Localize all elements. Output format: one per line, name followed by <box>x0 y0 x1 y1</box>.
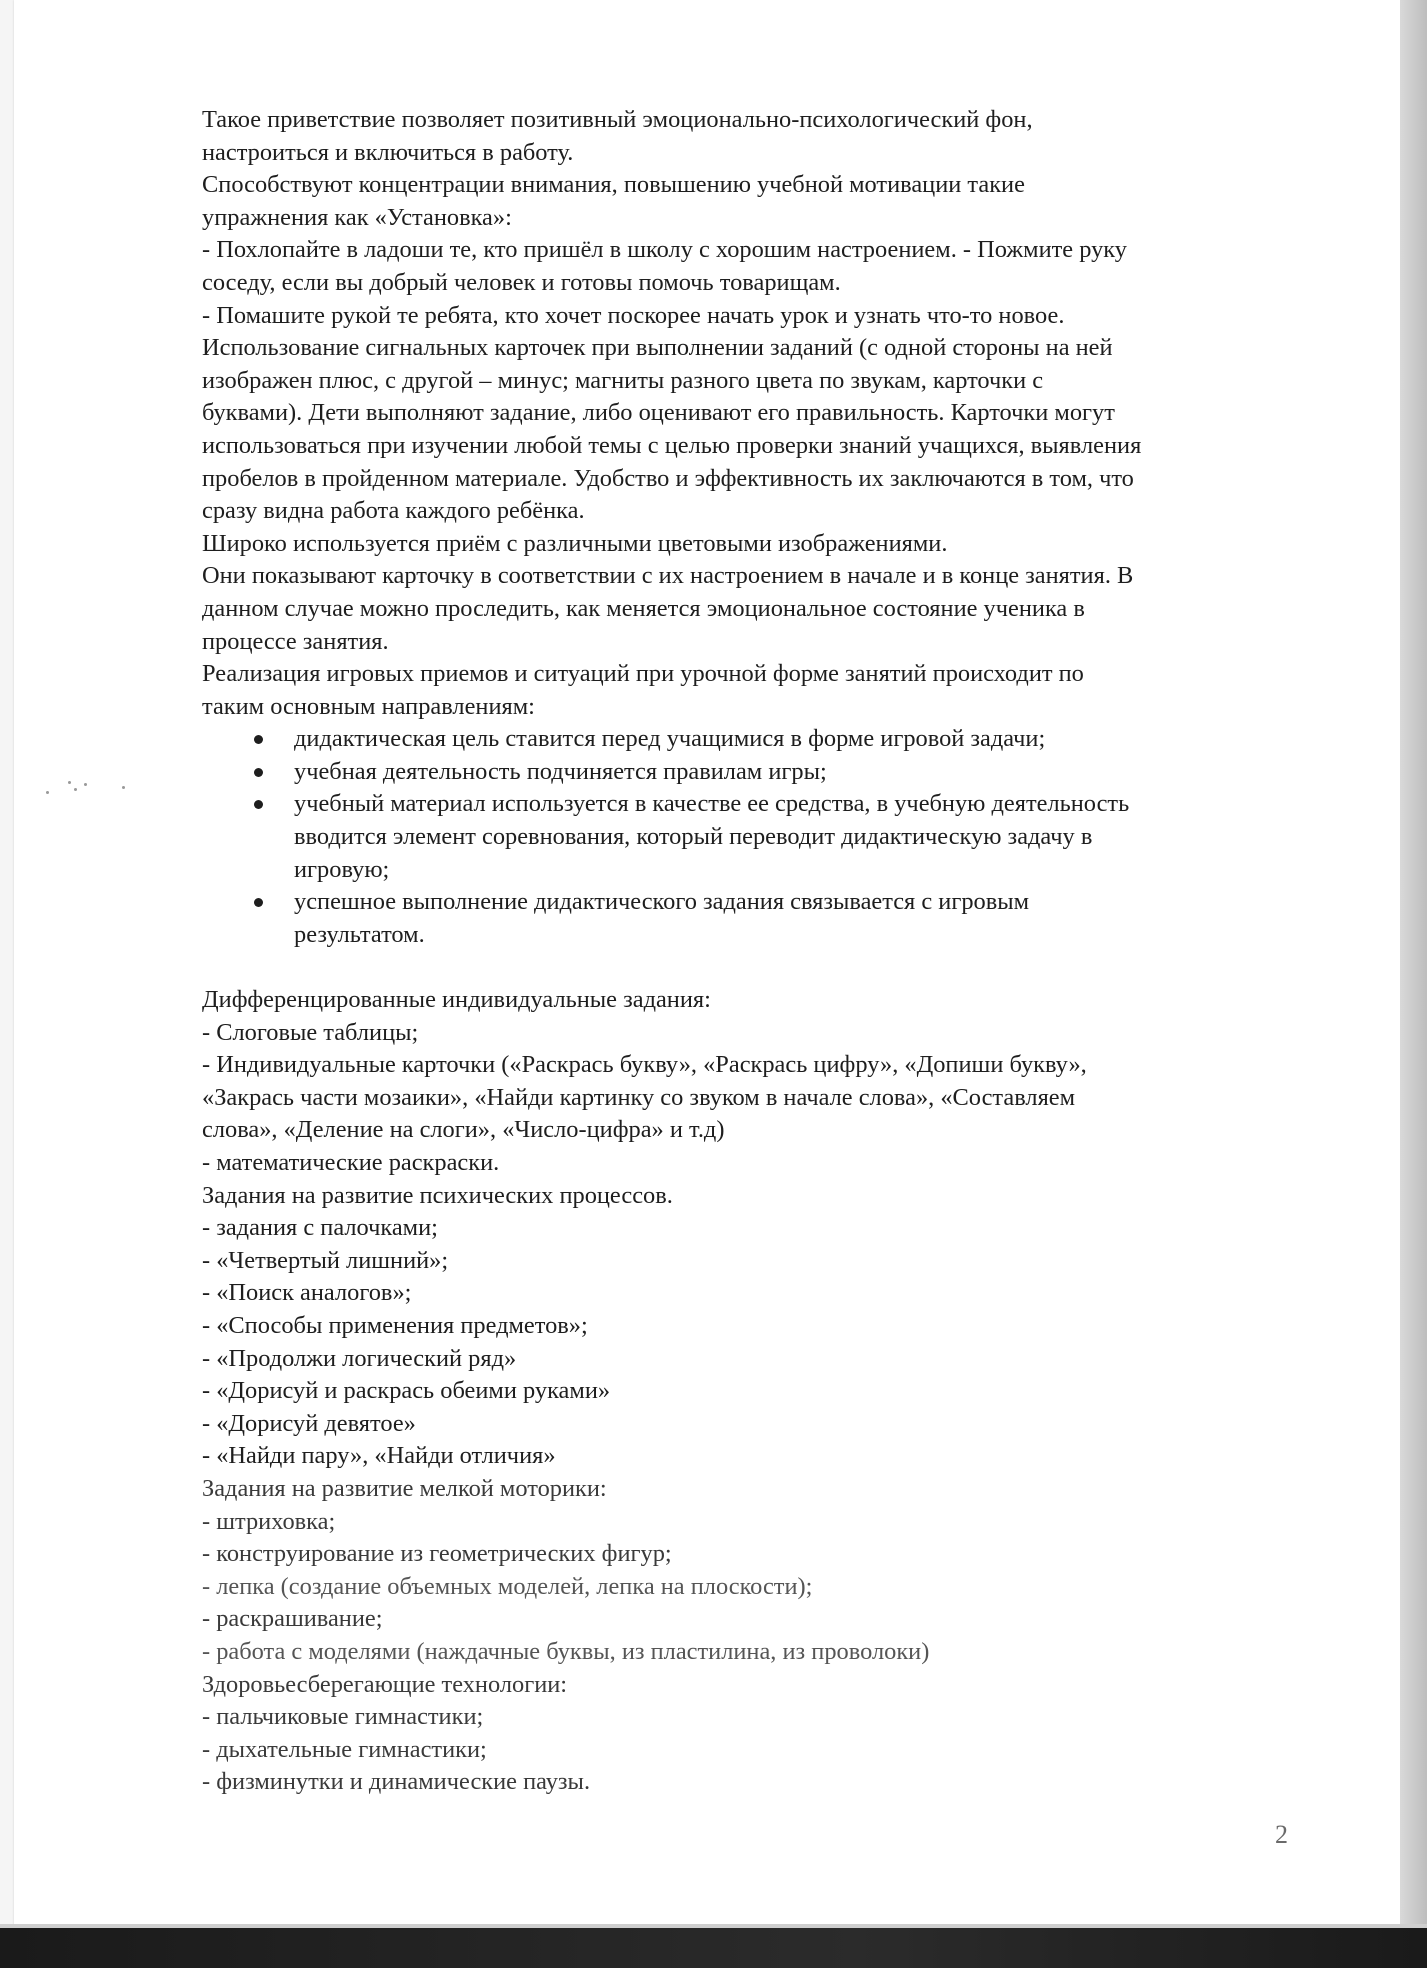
text-line: - пальчиковые гимнастики; <box>202 1703 484 1731</box>
text-line: - «Продолжи логический ряд» <box>202 1344 517 1372</box>
text-line: изображен плюс, с другой – минус; магниты разного цвета по звукам, карточки с <box>202 366 1044 394</box>
text-line: - «Дорисуй и раскрась обеими руками» <box>202 1377 611 1405</box>
text-line: использоваться при изучении любой темы с целью проверки знаний учащихся, выявления <box>202 431 1142 459</box>
text-line: соседу, если вы добрый человек и готовы помочь товарищам. <box>202 268 841 296</box>
text-line: - «Четвертый лишний»; <box>202 1246 449 1274</box>
text-line: слова», «Деление на слоги», «Число-цифра» и т.д) <box>202 1116 725 1144</box>
text-line: - Похлопайте в ладоши те, кто пришёл в школу с хорошим настроением. - Пожмите руку <box>202 236 1127 264</box>
bullet-list <box>202 723 1282 951</box>
intro-paragraphs <box>202 104 1282 723</box>
bullet-text: успешное выполнение дидактического задания связывается с игровым <box>294 888 1030 916</box>
bullet-text: результатом. <box>294 920 425 948</box>
text-line: сразу видна работа каждого ребёнка. <box>202 497 585 525</box>
scan-bottom-edge-dark <box>0 1928 1427 1968</box>
bullet-text: дидактическая цель ставится перед учащимися в форме игровой задачи; <box>294 725 1046 753</box>
bullet-dot-icon <box>254 768 263 777</box>
text-line: - физминутки и динамические паузы. <box>202 1768 591 1796</box>
text-line: - лепка (создание объемных моделей, лепка на плоскости); <box>202 1572 813 1600</box>
bullet-text: учебный материал используется в качестве ее средства, в учебную деятельность <box>294 790 1130 818</box>
task-lists <box>202 984 1282 1799</box>
text-line: буквами). Дети выполняют задание, либо оценивают его правильность. Карточки могут <box>202 399 1115 427</box>
text-line: - математические раскраски. <box>202 1149 500 1176</box>
scan-speck <box>68 781 71 784</box>
text-line: Реализация игровых приемов и ситуаций при урочной форме занятий происходит по <box>202 660 1084 688</box>
text-line: - «Способы применения предметов»; <box>202 1311 588 1339</box>
text-line: Широко используется приём с различными цветовыми изображениями. <box>202 529 948 557</box>
bullet-item <box>202 756 1282 789</box>
section-heading: Задания на развитие психических процессов. <box>202 1181 673 1209</box>
blank-line <box>202 951 1282 984</box>
text-line: - раскрашивание; <box>202 1605 383 1633</box>
bullet-text: игровую; <box>294 855 390 883</box>
bullet-item <box>202 723 1282 756</box>
text-line: Они показывают карточку в соответствии с их настроением в начале и в конце занятия. В <box>202 562 1134 590</box>
text-line: - «Дорисуй девятое» <box>202 1409 416 1437</box>
text-line: - штриховка; <box>202 1507 336 1535</box>
text-line: - дыхательные гимнастики; <box>202 1735 487 1763</box>
text-line: пробелов в пройденном материале. Удобство и эффективность их заключаются в том, что <box>202 464 1134 492</box>
text-line: Такое приветствие позволяет позитивный эмоционально-психологический фон, <box>202 106 1033 133</box>
text-line: - «Поиск аналогов»; <box>202 1279 412 1307</box>
text-line: Использование сигнальных карточек при выполнении заданий (с одной стороны на ней <box>202 334 1113 362</box>
bullet-item <box>202 886 1282 951</box>
text-line: - конструирование из геометрических фигур; <box>202 1540 672 1568</box>
bullet-item <box>202 788 1282 886</box>
text-line: настроиться и включиться в работу. <box>202 138 574 166</box>
text-line: - Слоговые таблицы; <box>202 1018 419 1046</box>
text-line: данном случае можно проследить, как меняется эмоциональное состояние ученика в <box>202 594 1085 622</box>
text-line: - Индивидуальные карточки («Раскрась букву», «Раскрась цифру», «Допиши букву», <box>202 1051 1087 1079</box>
bullet-text: учебная деятельность подчиняется правилам игры; <box>294 757 827 785</box>
bullet-dot-icon <box>254 735 263 744</box>
text-line: - Помашите рукой те ребята, кто хочет поскорее начать урок и узнать что-то новое. <box>202 301 1065 329</box>
text-line: процессе занятия. <box>202 627 389 655</box>
document-body <box>202 104 1282 1799</box>
section-heading: Задания на развитие мелкой моторики: <box>202 1474 607 1502</box>
section-heading: Здоровьесберегающие технологии: <box>202 1670 568 1698</box>
scan-speck <box>46 791 49 794</box>
scan-speck <box>74 788 77 791</box>
section-heading: Дифференцированные индивидуальные задания: <box>202 986 711 1014</box>
text-line: - работа с моделями (наждачные буквы, из пластилина, из проволоки) <box>202 1637 930 1665</box>
bullet-dot-icon <box>254 898 263 907</box>
bullet-dot-icon <box>254 800 263 809</box>
text-line: - «Найди пару», «Найди отличия» <box>202 1442 556 1470</box>
scan-right-edge <box>1400 0 1427 1968</box>
text-line: упражнения как «Установка»: <box>202 203 512 231</box>
scan-speck <box>84 783 87 786</box>
text-line: «Закрась части мозаики», «Найди картинку со звуком в начале слова», «Составляем <box>202 1083 1076 1111</box>
text-line: Способствуют концентрации внимания, повышению учебной мотивации такие <box>202 171 1025 199</box>
text-line: - задания с палочками; <box>202 1214 438 1242</box>
bullet-text: вводится элемент соревнования, который переводит дидактическую задачу в <box>294 823 1093 851</box>
text-line: таким основным направлениям: <box>202 692 535 720</box>
page-number: 2 <box>1275 1820 1288 1849</box>
scan-speck <box>122 786 125 789</box>
